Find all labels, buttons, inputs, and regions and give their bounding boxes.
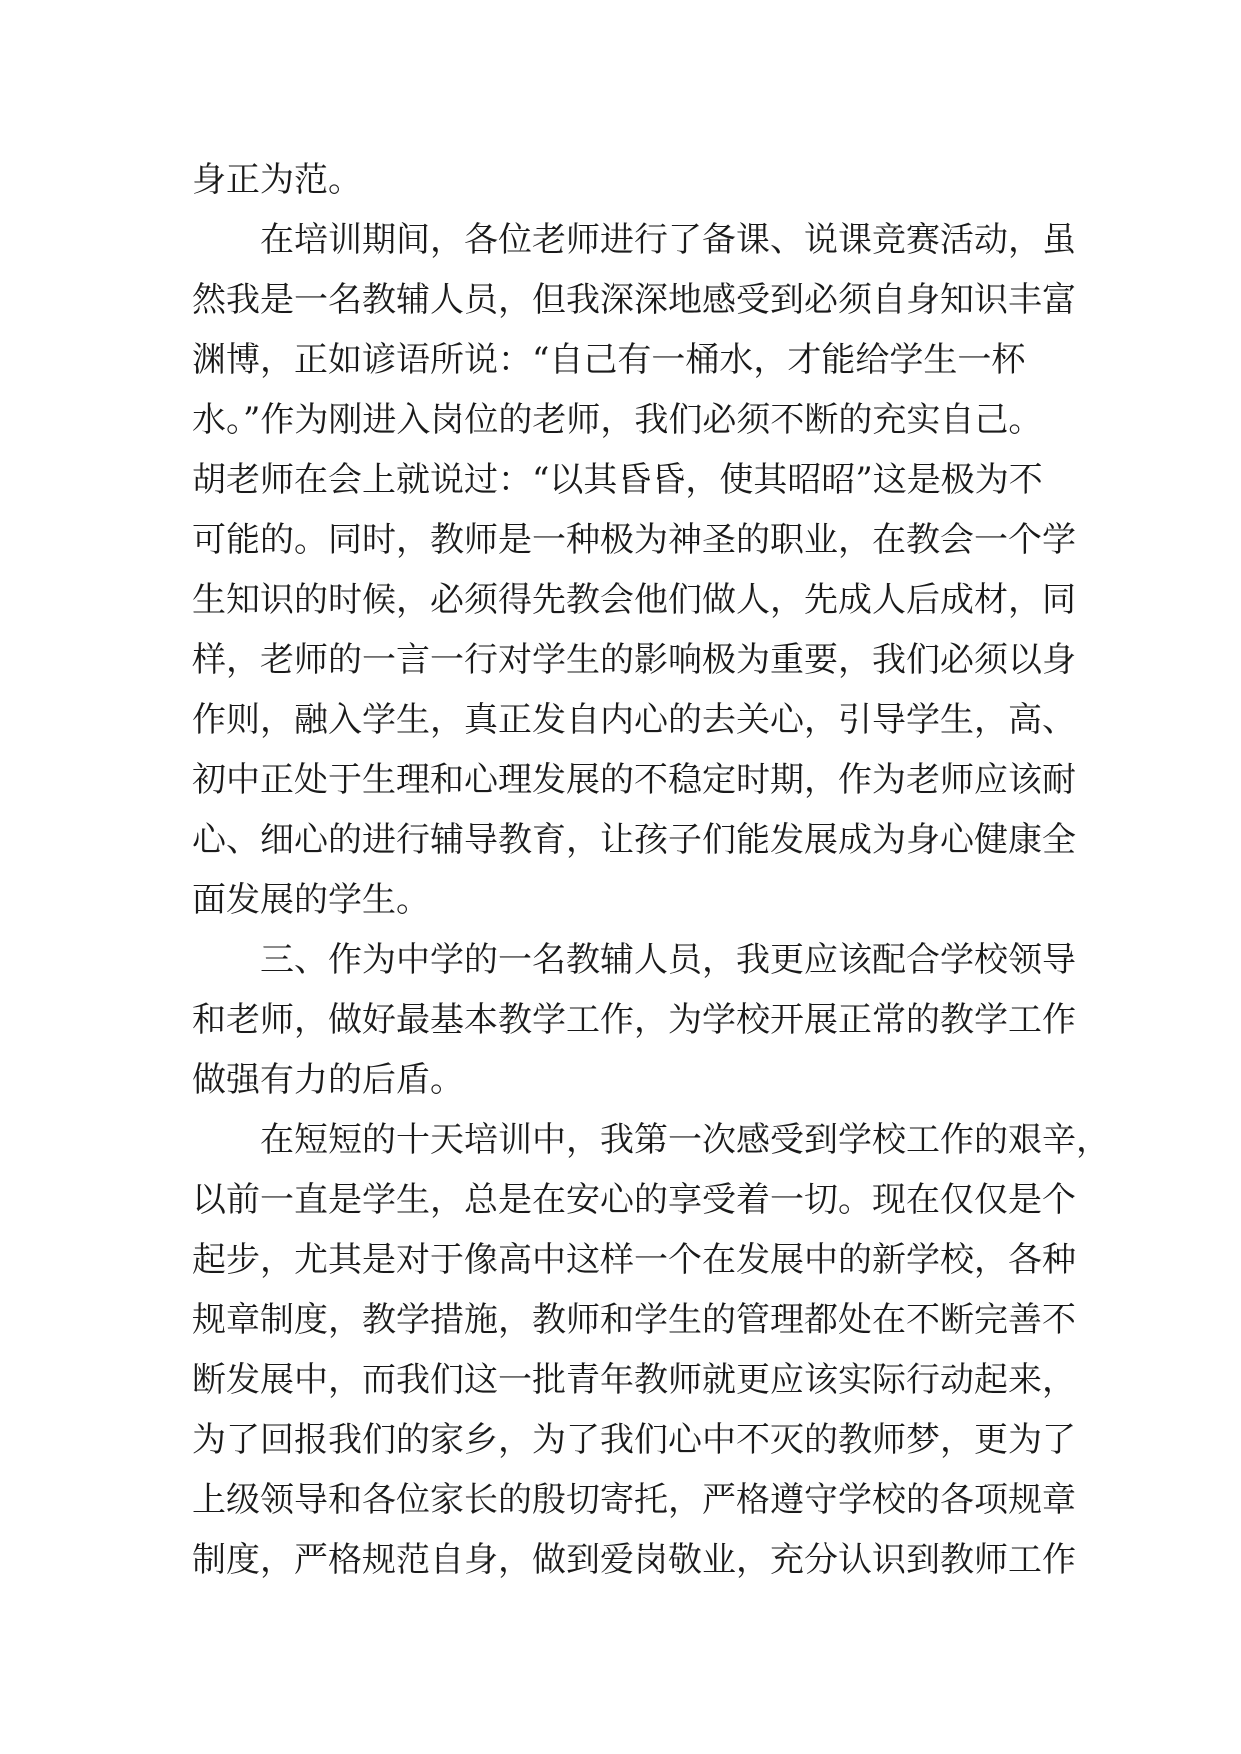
text-line: 在短短的十天培训中，我第一次感受到学校工作的艰辛， [192, 1120, 1110, 1160]
text-line: 以前一直是学生，总是在安心的享受着一切。现在仅仅是个 [192, 1180, 1076, 1220]
text-line: 然我是一名教辅人员，但我深深地感受到必须自身知识丰富 [192, 280, 1076, 320]
text-line: 水。”作为刚进入岗位的老师，我们必须不断的充实自己。 [192, 400, 1043, 440]
text-line: 断发展中，而我们这一批青年教师就更应该实际行动起来， [192, 1360, 1076, 1400]
text-line: 在培训期间，各位老师进行了备课、说课竞赛活动，虽 [192, 220, 1076, 260]
text-line: 身正为范。 [192, 160, 362, 200]
text-line: 三、作为中学的一名教辅人员，我更应该配合学校领导 [192, 940, 1076, 980]
text-line: 起步，尤其是对于像高中这样一个在发展中的新学校，各种 [192, 1240, 1076, 1280]
text-line: 胡老师在会上就说过：“以其昏昏，使其昭昭”这是极为不 [192, 460, 1043, 500]
text-line: 可能的。同时，教师是一种极为神圣的职业，在教会一个学 [192, 520, 1076, 560]
text-line: 面发展的学生。 [192, 880, 430, 920]
text-line: 初中正处于生理和心理发展的不稳定时期，作为老师应该耐 [192, 760, 1076, 800]
text-line: 做强有力的后盾。 [192, 1060, 464, 1100]
text-line: 作则，融入学生，真正发自内心的去关心，引导学生，高、 [192, 700, 1076, 740]
body-text [192, 150, 1110, 1590]
text-line: 样，老师的一言一行对学生的影响极为重要，我们必须以身 [192, 640, 1076, 680]
text-line: 制度，严格规范自身，做到爱岗敬业，充分认识到教师工作 [192, 1540, 1076, 1580]
text-line: 规章制度，教学措施，教师和学生的管理都处在不断完善不 [192, 1300, 1076, 1340]
text-line: 上级领导和各位家长的殷切寄托，严格遵守学校的各项规章 [192, 1480, 1076, 1520]
text-line: 和老师，做好最基本教学工作，为学校开展正常的教学工作 [192, 1000, 1076, 1040]
text-line: 渊博，正如谚语所说：“自己有一桶水，才能给学生一杯 [192, 340, 1026, 380]
text-line: 心、细心的进行辅导教育，让孩子们能发展成为身心健康全 [192, 820, 1076, 860]
text-line: 生知识的时候，必须得先教会他们做人，先成人后成材，同 [192, 580, 1076, 620]
text-line: 为了回报我们的家乡，为了我们心中不灭的教师梦，更为了 [192, 1420, 1076, 1460]
